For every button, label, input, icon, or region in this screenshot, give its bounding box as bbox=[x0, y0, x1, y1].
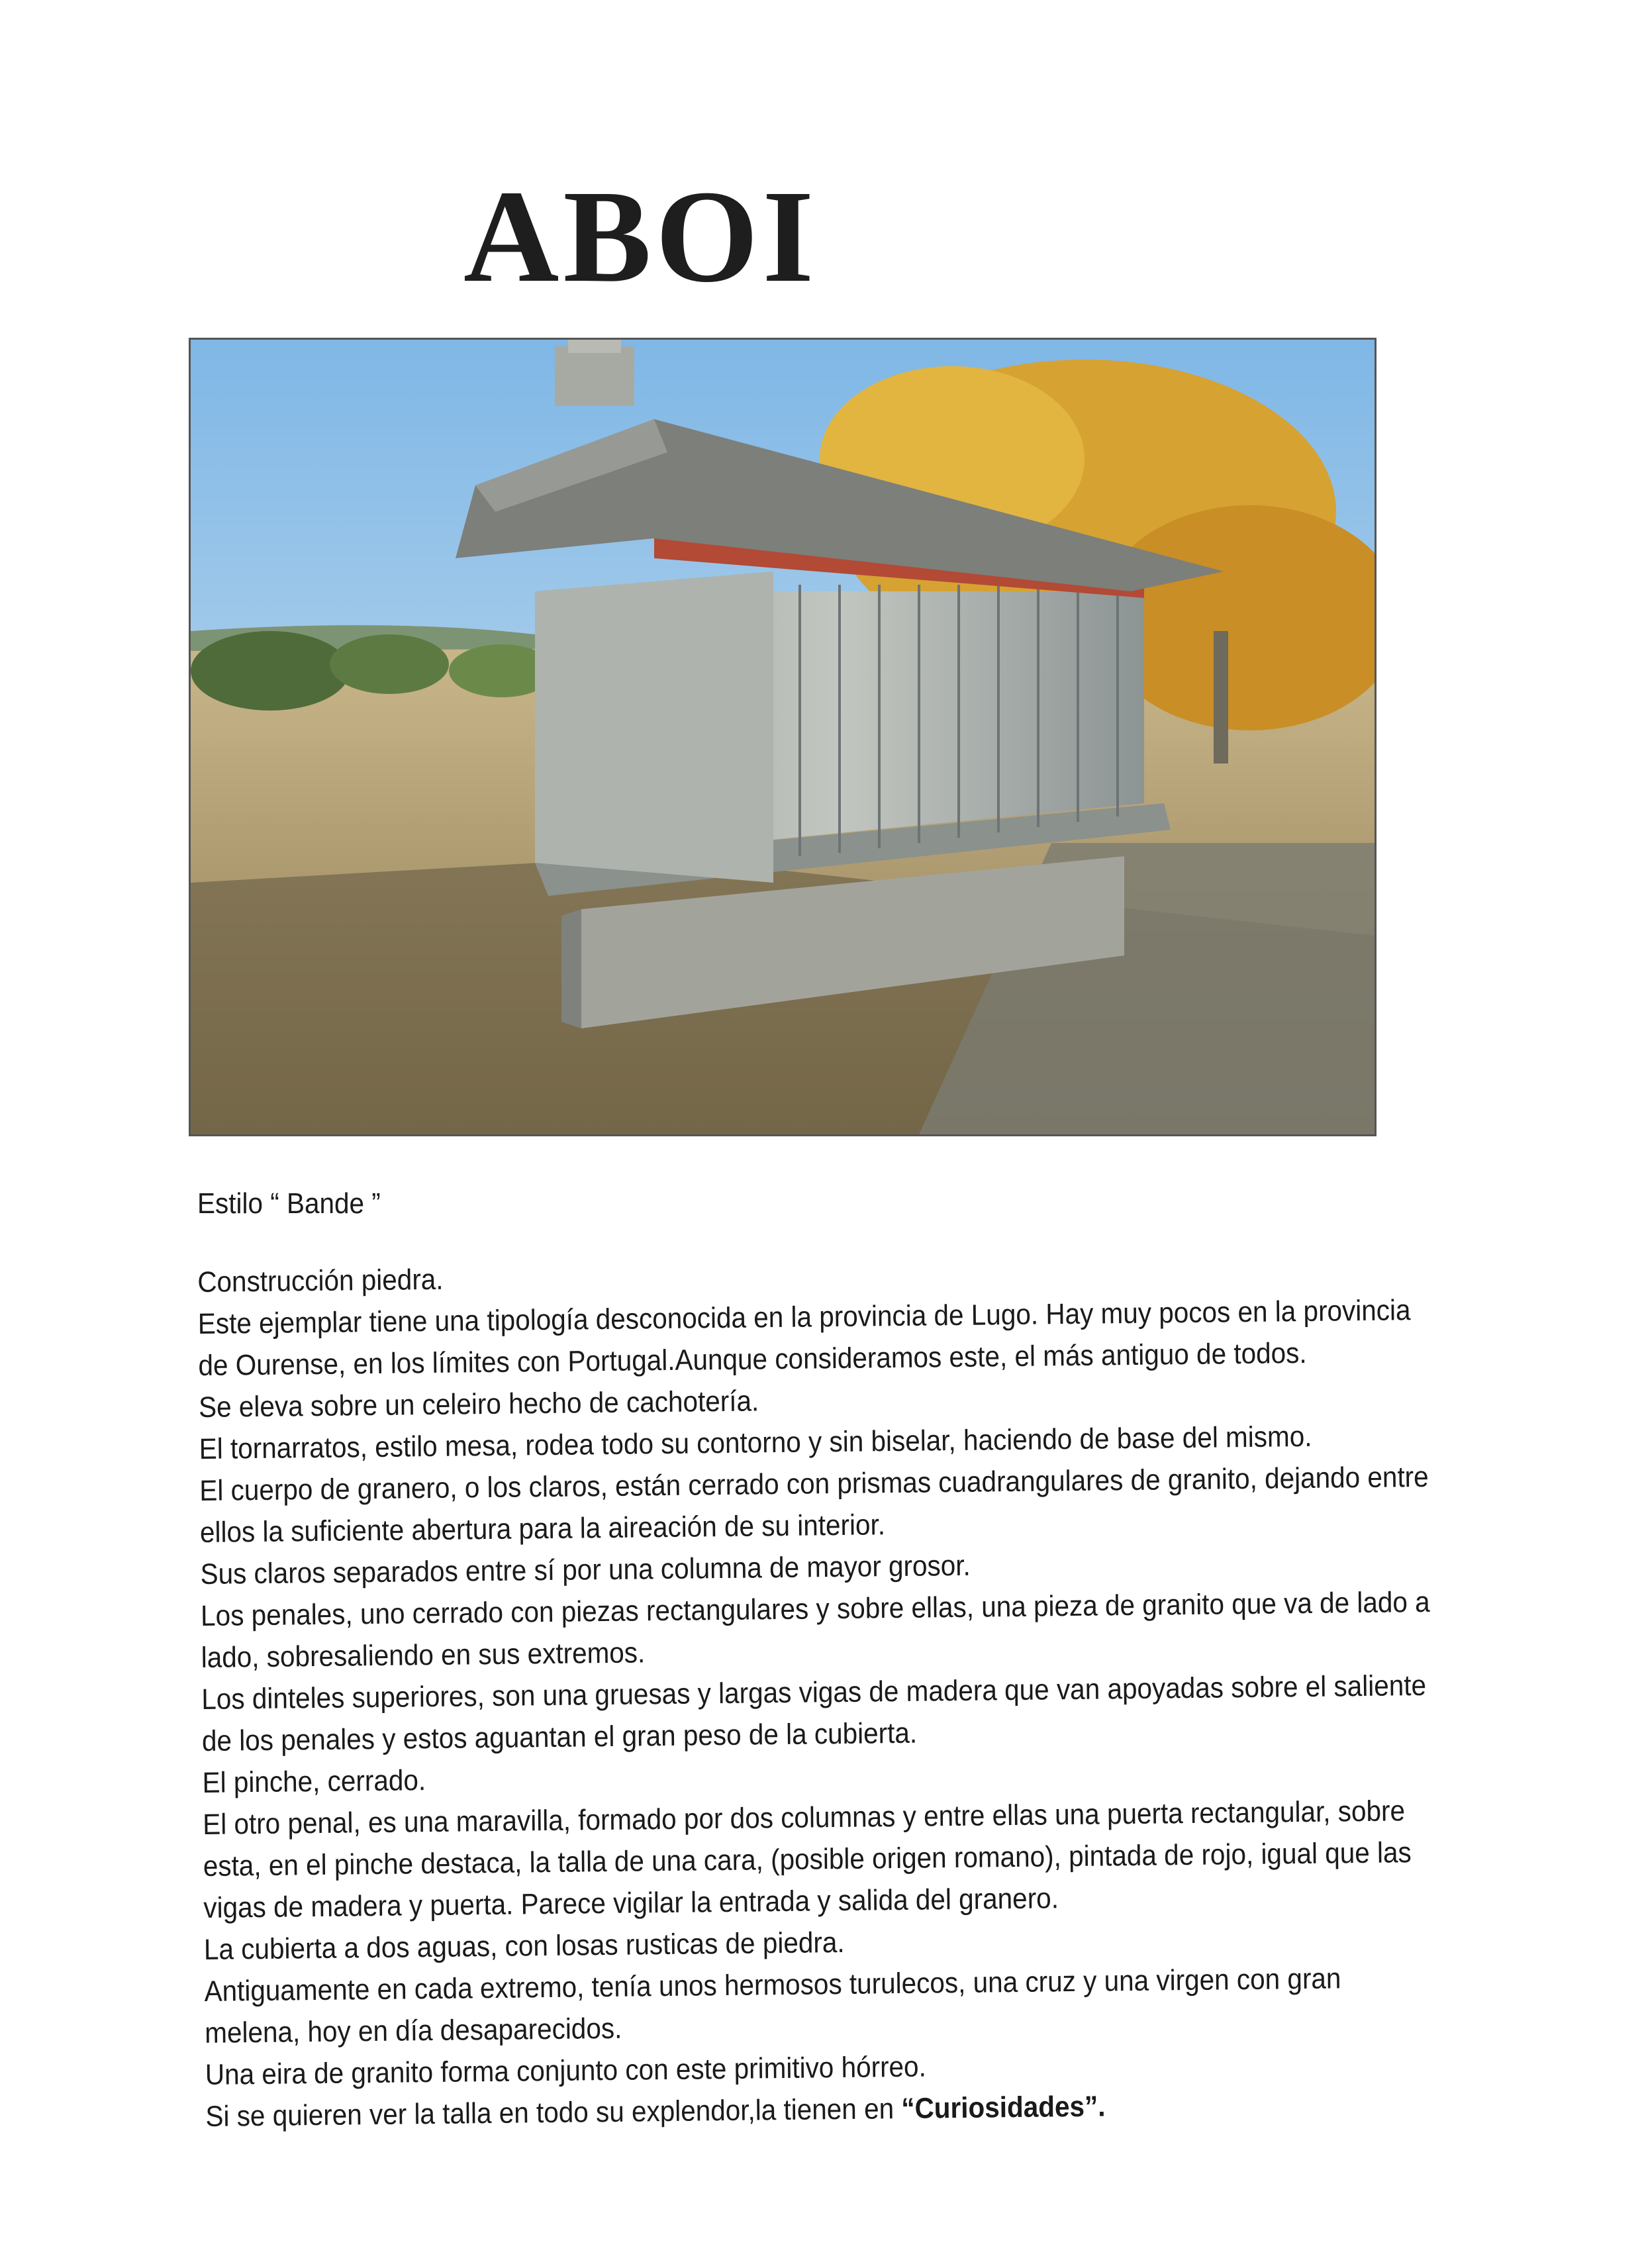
style-subtitle: Estilo “ Bande ” bbox=[197, 1187, 381, 1220]
text-line: Este ejemplar tiene una tipología desconocida en la provincia de Lugo. Hay muy pocos en la provincia bbox=[197, 1294, 1411, 1340]
text-line: Una eira de granito forma conjunto con este primitivo hórreo. bbox=[205, 2050, 927, 2091]
text-line: Antiguamente en cada extremo, tenía unos hermosos turulecos, una cruz y una virgen con gran bbox=[204, 1962, 1341, 2008]
text-line: Construcción piedra. bbox=[197, 1263, 444, 1299]
text-line: vigas de madera y puerta. Parece vigilar la entrada y salida del granero. bbox=[203, 1882, 1059, 1924]
text-line: de Ourense, en los límites con Portugal.Aunque consideramos este, el más antiguo de todos. bbox=[198, 1336, 1307, 1382]
text-line: ellos la suficiente abertura para la aireación de su interior. bbox=[199, 1508, 886, 1549]
text-line: Se eleva sobre un celeiro hecho de cachotería. bbox=[198, 1385, 759, 1424]
text-line: lado, sobresaliendo en sus extremos. bbox=[201, 1636, 646, 1674]
last-line-prefix: Si se quieren ver la talla en todo su explendor,la tienen en bbox=[205, 2092, 902, 2133]
text-line: El tornarratos, estilo mesa, rodea todo su contorno y sin biselar, haciendo de base del mismo. bbox=[199, 1420, 1312, 1465]
text-line: El cuerpo de granero, o los claros, están cerrado con prismas cuadrangulares de granito, dejando entre bbox=[199, 1460, 1429, 1507]
curiosidades-reference: “Curiosidades”. bbox=[901, 2090, 1106, 2125]
text-line: El otro penal, es una maravilla, formado por dos columnas y entre ellas una puerta rectangular, sobre bbox=[202, 1795, 1406, 1841]
horreo-photo bbox=[189, 338, 1376, 1136]
horreo-photo-icon bbox=[191, 340, 1375, 1134]
page-title: ABOI bbox=[463, 164, 818, 310]
text-line: esta, en el pinche destaca, la talla de una cara, (posible origen romano), pintada de rojo, igual que las bbox=[203, 1836, 1412, 1883]
text-line: Sus claros separados entre sí por una columna de mayor grosor. bbox=[200, 1549, 971, 1591]
text-line: de los penales y estos aguantan el gran peso de la cubierta. bbox=[201, 1716, 918, 1757]
text-line: El pinche, cerrado. bbox=[202, 1764, 426, 1799]
text-line: Los dinteles superiores, son una gruesas y largas vigas de madera que van apoyadas sobre el saliente bbox=[201, 1669, 1427, 1716]
description-text bbox=[197, 1248, 1430, 2138]
text-line: melena, hoy en día desaparecidos. bbox=[204, 2012, 622, 2049]
text-line: Los penales, uno cerrado con piezas rectangulares y sobre ellas, una pieza de granito que va de lado a bbox=[200, 1585, 1430, 1632]
text-line: La cubierta a dos aguas, con losas rusticas de piedra. bbox=[203, 1926, 845, 1966]
